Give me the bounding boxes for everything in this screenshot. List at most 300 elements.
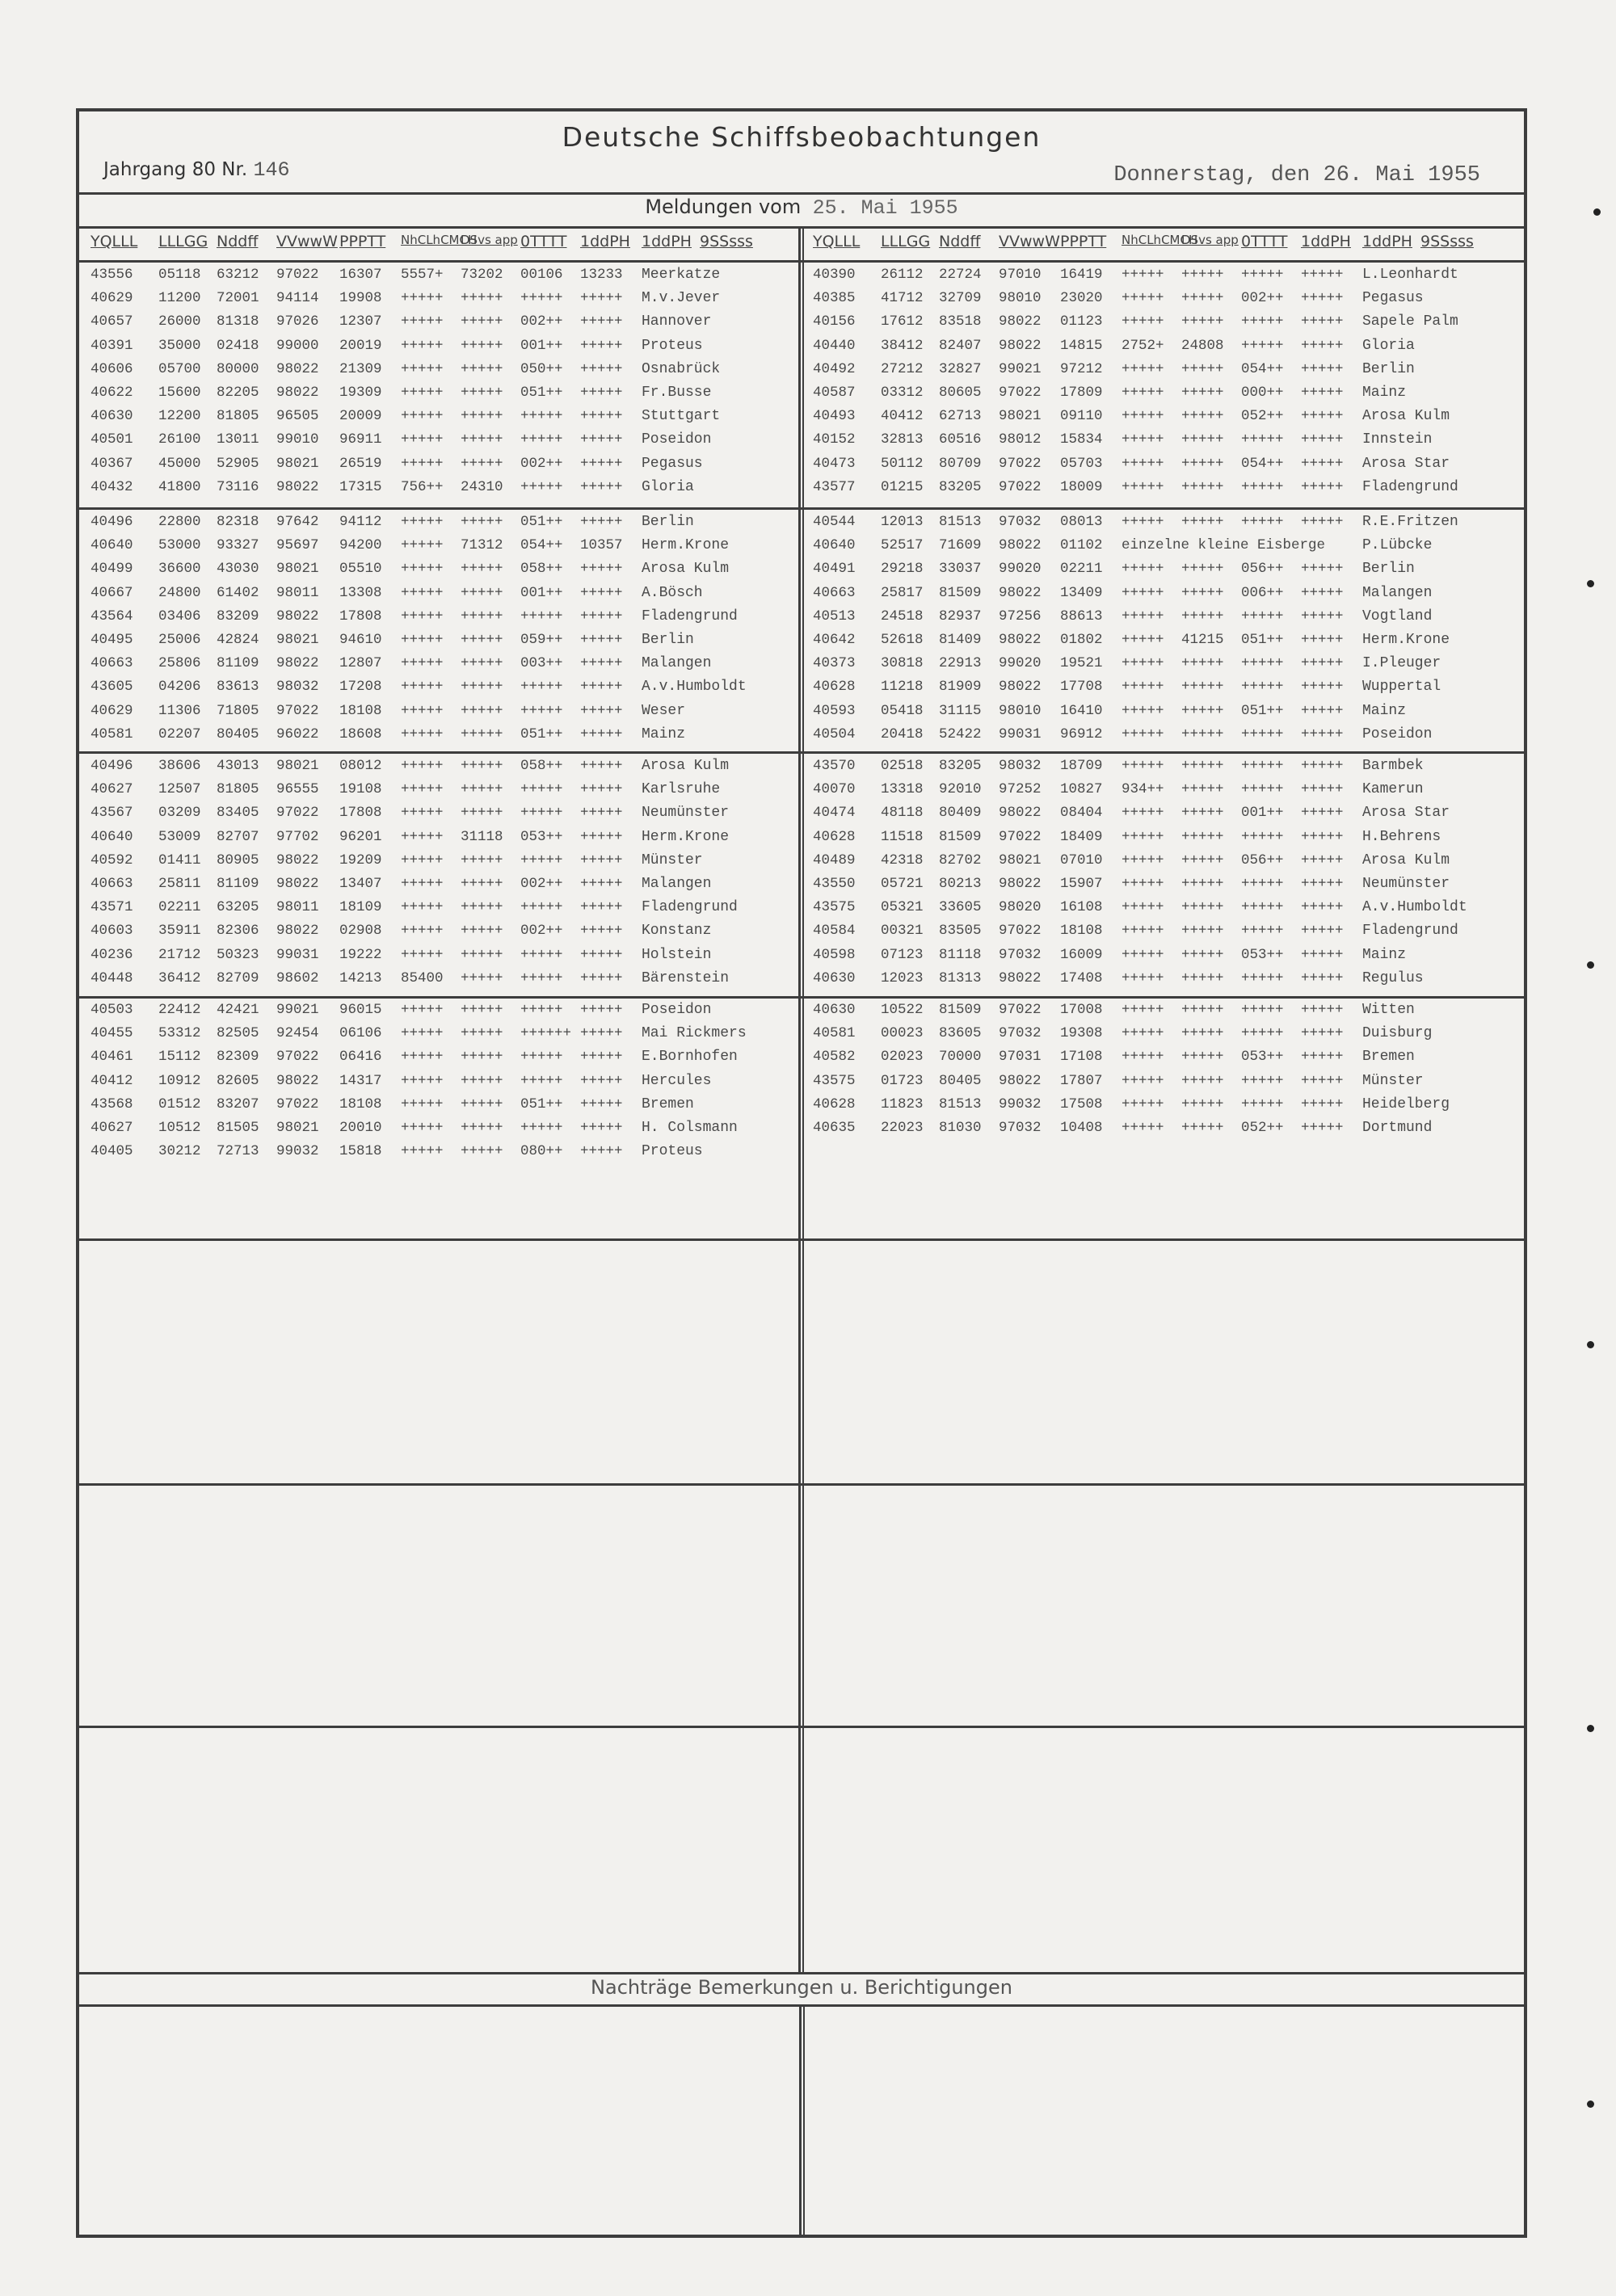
obs-value: 40630: [90, 408, 133, 425]
obs-value: 01123: [1060, 313, 1103, 330]
obs-value: 19209: [339, 852, 382, 868]
obs-value: +++++: [580, 1002, 623, 1018]
left-header-3: VVwwW: [276, 233, 338, 250]
obs-value: 99020: [999, 561, 1042, 578]
obs-value: 97032: [999, 514, 1042, 530]
obs-value: 17108: [1060, 1049, 1103, 1066]
obs-value: +++++: [1301, 431, 1344, 448]
obs-value: 81513: [939, 514, 982, 530]
obs-value: +++++: [1122, 478, 1164, 495]
obs-value: +++++: [1181, 946, 1224, 963]
obs-value: 96505: [276, 408, 319, 425]
obs-value: +++++: [1301, 360, 1344, 377]
obs-value: +++++: [461, 899, 503, 916]
obs-value: 04206: [158, 679, 201, 696]
obs-value: +++++: [1241, 781, 1284, 798]
obs-value: 03209: [158, 805, 201, 822]
obs-value: +++++: [1181, 1025, 1224, 1042]
obs-value: 00023: [881, 1025, 924, 1042]
obs-value: 35000: [158, 337, 201, 354]
obs-value: +++++: [461, 608, 503, 624]
obs-value: +++++: [1122, 514, 1164, 530]
obs-value: 09110: [1060, 408, 1103, 425]
obs-value: +++++: [520, 899, 563, 916]
obs-value: 002++: [520, 923, 563, 940]
ship-name: Dortmund: [1362, 1120, 1433, 1136]
obs-value: +++++: [1122, 313, 1164, 330]
obs-value: +++++: [461, 431, 503, 448]
obs-value: +++++: [461, 876, 503, 892]
obs-value: 22023: [881, 1120, 924, 1136]
ship-name: Kamerun: [1362, 781, 1424, 798]
obs-value: 40070: [813, 781, 856, 798]
obs-value: 08013: [1060, 514, 1103, 530]
obs-value: +++++: [1301, 876, 1344, 892]
obs-value: 056++: [1241, 852, 1284, 868]
ship-name: Holstein: [642, 946, 712, 963]
punch-hole: [1593, 208, 1601, 216]
obs-value: 40448: [90, 969, 133, 986]
obs-value: 43575: [813, 1072, 856, 1089]
obs-value: 82306: [217, 923, 259, 940]
obs-value: +++++: [1301, 290, 1344, 307]
left-header-10: 9SSsss: [700, 233, 753, 250]
ship-name: H. Colsmann: [642, 1120, 738, 1136]
obs-value: 52905: [217, 455, 259, 472]
obs-value: 97022: [999, 385, 1042, 401]
ship-name: Stuttgart: [642, 408, 721, 425]
ship-name: Fladengrund: [642, 608, 738, 624]
obs-value: 43556: [90, 267, 133, 283]
obs-value: 02023: [881, 1049, 924, 1066]
obs-value: 051++: [520, 725, 563, 742]
obs-value: 98022: [276, 876, 319, 892]
obs-value: +++++: [1122, 408, 1164, 425]
obs-value: 17008: [1060, 1002, 1103, 1018]
horizontal-rule: [76, 1726, 1527, 1728]
obs-value: +++++: [1301, 608, 1344, 624]
obs-value: 40503: [90, 1002, 133, 1018]
obs-value: 97022: [999, 478, 1042, 495]
obs-value: +++++: [580, 828, 623, 845]
ship-name: Fladengrund: [1362, 923, 1458, 940]
obs-value: +++++: [401, 828, 444, 845]
obs-value: 80905: [217, 852, 259, 868]
obs-value: 12023: [881, 969, 924, 986]
obs-value: 003++: [520, 655, 563, 672]
obs-value: 13233: [580, 267, 623, 283]
obs-value: +++++: [1122, 1049, 1164, 1066]
obs-value: +++++: [401, 805, 444, 822]
obs-value: +++++: [1181, 923, 1224, 940]
obs-value: +++++: [401, 408, 444, 425]
obs-value: +++++: [1301, 408, 1344, 425]
ship-name: Herm.Krone: [642, 537, 730, 554]
obs-value: 99021: [999, 360, 1042, 377]
obs-value: +++++: [1122, 1002, 1164, 1018]
obs-value: 95697: [276, 537, 319, 554]
obs-value: +++++: [1122, 923, 1164, 940]
obs-value: 17612: [881, 313, 924, 330]
obs-value: 82407: [939, 337, 982, 354]
obs-value: 53000: [158, 537, 201, 554]
obs-value: 99000: [276, 337, 319, 354]
obs-value: +++++: [580, 946, 623, 963]
obs-value: 81505: [217, 1120, 259, 1136]
obs-value: 26112: [881, 267, 924, 283]
obs-value: 17508: [1060, 1095, 1103, 1112]
obs-value: +++++: [401, 876, 444, 892]
obs-value: 03406: [158, 608, 201, 624]
obs-value: +++++: [1122, 828, 1164, 845]
obs-value: 22913: [939, 655, 982, 672]
obs-value: 10522: [881, 1002, 924, 1018]
obs-value: 98032: [999, 758, 1042, 774]
obs-value: +++++: [1181, 408, 1224, 425]
obs-value: 40629: [90, 702, 133, 719]
obs-value: 40544: [813, 514, 856, 530]
obs-value: +++++: [1241, 725, 1284, 742]
obs-value: 01215: [881, 478, 924, 495]
obs-value: +++++: [1122, 455, 1164, 472]
form-frame: [76, 108, 1527, 2238]
obs-value: +++++: [461, 455, 503, 472]
ship-name: Poseidon: [642, 1002, 712, 1018]
punch-hole: [1587, 1725, 1594, 1732]
obs-value: 40156: [813, 313, 856, 330]
obs-value: +++++: [580, 1025, 623, 1042]
obs-value: 96912: [1060, 725, 1103, 742]
ship-name: Proteus: [642, 337, 703, 354]
obs-value: 40663: [813, 584, 856, 601]
obs-value: 81109: [217, 655, 259, 672]
obs-value: +++++: [520, 946, 563, 963]
obs-value: 99031: [276, 946, 319, 963]
obs-value: 40504: [813, 725, 856, 742]
obs-value: 83605: [939, 1025, 982, 1042]
obs-value: +++++: [1241, 608, 1284, 624]
obs-value: 058++: [520, 758, 563, 774]
obs-value: 05418: [881, 702, 924, 719]
obs-value: 10912: [158, 1072, 201, 1089]
ship-name: Arosa Star: [1362, 805, 1450, 822]
obs-value: +++++: [1122, 267, 1164, 283]
obs-value: 051++: [520, 514, 563, 530]
obs-value: +++++: [461, 805, 503, 822]
obs-value: +++++: [580, 702, 623, 719]
ship-name: H.Behrens: [1362, 828, 1441, 845]
ship-name: Osnabrück: [642, 360, 721, 377]
obs-value: 07123: [881, 946, 924, 963]
left-header-4: PPPTT: [339, 233, 386, 250]
obs-value: 98010: [999, 702, 1042, 719]
obs-value: 52517: [881, 537, 924, 554]
obs-value: +++++: [1241, 267, 1284, 283]
obs-value: 15600: [158, 385, 201, 401]
obs-value: 82709: [217, 969, 259, 986]
ship-name: Heidelberg: [1362, 1095, 1450, 1112]
ship-name: Fladengrund: [1362, 478, 1458, 495]
obs-value: 058++: [520, 561, 563, 578]
punch-hole: [1587, 580, 1594, 587]
vertical-rule: [802, 226, 804, 1972]
obs-value: +++++: [1122, 679, 1164, 696]
obs-value: 17808: [339, 608, 382, 624]
obs-value: 14815: [1060, 337, 1103, 354]
horizontal-rule: [76, 1238, 1527, 1241]
vertical-rule: [799, 2004, 802, 2238]
obs-value: 11200: [158, 290, 201, 307]
obs-value: +++++: [1301, 584, 1344, 601]
obs-value: +++++: [1181, 805, 1224, 822]
ship-name: Fr.Busse: [642, 385, 712, 401]
ship-name: M.v.Jever: [642, 290, 721, 307]
obs-value: 17708: [1060, 679, 1103, 696]
ship-name: Witten: [1362, 1002, 1415, 1018]
obs-value: 40495: [90, 632, 133, 648]
obs-value: 40373: [813, 655, 856, 672]
obs-value: 81509: [939, 1002, 982, 1018]
obs-value: +++++: [1241, 828, 1284, 845]
obs-value: +++++: [1301, 455, 1344, 472]
obs-value: +++++: [580, 758, 623, 774]
obs-value: 18108: [1060, 923, 1103, 940]
obs-value: 059++: [520, 632, 563, 648]
obs-value: +++++: [1181, 360, 1224, 377]
obs-value: +++++: [461, 725, 503, 742]
obs-value: 53312: [158, 1025, 201, 1042]
obs-value: 61402: [217, 584, 259, 601]
ship-name: Arosa Star: [1362, 455, 1450, 472]
obs-value: +++++: [1181, 1120, 1224, 1136]
right-header-5: NhCLhCMCH: [1122, 233, 1198, 247]
obs-value: +++++: [1122, 805, 1164, 822]
ship-name: Malangen: [642, 876, 712, 892]
obs-value: 43577: [813, 478, 856, 495]
obs-value: 01723: [881, 1072, 924, 1089]
obs-value: 40663: [90, 655, 133, 672]
obs-value: 94200: [339, 537, 382, 554]
obs-value: 01802: [1060, 632, 1103, 648]
obs-value: 82707: [217, 828, 259, 845]
obs-value: 002++: [520, 455, 563, 472]
obs-value: 001++: [1241, 805, 1284, 822]
obs-value: 81513: [939, 1095, 982, 1112]
obs-value: 16108: [1060, 899, 1103, 916]
obs-value: 43575: [813, 899, 856, 916]
obs-value: 32709: [939, 290, 982, 307]
obs-value: +++++: [520, 1002, 563, 1018]
obs-value: 11218: [881, 679, 924, 696]
obs-value: 934++: [1122, 781, 1164, 798]
obs-value: +++++: [401, 725, 444, 742]
obs-value: ++++++: [520, 1025, 572, 1042]
obs-value: 11306: [158, 702, 201, 719]
obs-value: +++++: [1122, 431, 1164, 448]
ship-name: Herm.Krone: [642, 828, 730, 845]
obs-value: 054++: [1241, 455, 1284, 472]
obs-value: 80000: [217, 360, 259, 377]
ship-name: Weser: [642, 702, 686, 719]
obs-value: +++++: [1241, 899, 1284, 916]
punch-hole: [1587, 961, 1594, 969]
ship-name: Poseidon: [642, 431, 712, 448]
ship-name: Neumünster: [642, 805, 730, 822]
obs-value: +++++: [461, 702, 503, 719]
obs-value: +++++: [1301, 969, 1344, 986]
obs-value: +++++: [580, 1095, 623, 1112]
obs-value: 05703: [1060, 455, 1103, 472]
obs-value: 53009: [158, 828, 201, 845]
obs-value: 17807: [1060, 1072, 1103, 1089]
obs-value: 40385: [813, 290, 856, 307]
obs-value: +++++: [1181, 969, 1224, 986]
obs-value: 99032: [999, 1095, 1042, 1112]
obs-value: 97022: [999, 923, 1042, 940]
obs-value: 40492: [813, 360, 856, 377]
obs-value: 36600: [158, 561, 201, 578]
ship-name: Arosa Kulm: [642, 561, 730, 578]
horizontal-rule: [76, 260, 1527, 263]
obs-value: 43571: [90, 899, 133, 916]
obs-value: +++++: [520, 679, 563, 696]
obs-value: +++++: [1301, 1095, 1344, 1112]
obs-value: 40642: [813, 632, 856, 648]
obs-value: 81909: [939, 679, 982, 696]
obs-value: 38606: [158, 758, 201, 774]
obs-value: 17315: [339, 478, 382, 495]
obs-value: +++++: [1241, 313, 1284, 330]
obs-value: +++++: [1301, 313, 1344, 330]
horizontal-rule: [76, 1972, 1527, 1974]
obs-value: 002++: [1241, 290, 1284, 307]
obs-value: +++++: [1181, 1002, 1224, 1018]
obs-value: 051++: [520, 385, 563, 401]
obs-value: +++++: [580, 514, 623, 530]
obs-value: +++++: [461, 969, 503, 986]
ship-name: Bremen: [1362, 1049, 1415, 1066]
obs-value: 02211: [1060, 561, 1103, 578]
obs-value: 40489: [813, 852, 856, 868]
obs-value: 17809: [1060, 385, 1103, 401]
obs-value: +++++: [1181, 852, 1224, 868]
obs-value: +++++: [1241, 655, 1284, 672]
obs-value: +++++: [401, 1002, 444, 1018]
obs-value: +++++: [1122, 632, 1164, 648]
obs-value: 80709: [939, 455, 982, 472]
obs-value: 002++: [520, 313, 563, 330]
obs-value: 82605: [217, 1072, 259, 1089]
obs-value: 94114: [276, 290, 319, 307]
obs-value: 16307: [339, 267, 382, 283]
obs-value: +++++: [1301, 1072, 1344, 1089]
obs-value: +++++: [1301, 852, 1344, 868]
obs-value: +++++: [401, 1095, 444, 1112]
obs-value: 98022: [276, 478, 319, 495]
ship-name: P.Lübcke: [1362, 537, 1433, 554]
horizontal-rule: [76, 2004, 1527, 2007]
ship-name: Berlin: [1362, 561, 1415, 578]
obs-value: 97022: [999, 828, 1042, 845]
obs-value: 36412: [158, 969, 201, 986]
obs-value: 40491: [813, 561, 856, 578]
obs-value: +++++: [520, 1049, 563, 1066]
obs-value: 97022: [276, 1095, 319, 1112]
obs-value: 08404: [1060, 805, 1103, 822]
left-header-1: LLLGG: [158, 233, 208, 250]
obs-value: +++++: [1301, 725, 1344, 742]
ship-name: Vogtland: [1362, 608, 1433, 624]
obs-value: 080++: [520, 1143, 563, 1160]
obs-value: 41712: [881, 290, 924, 307]
obs-value: +++++: [580, 431, 623, 448]
obs-value: 98021: [276, 561, 319, 578]
obs-value: 98022: [276, 655, 319, 672]
obs-value: +++++: [1241, 1072, 1284, 1089]
obs-value: +++++: [1122, 725, 1164, 742]
obs-value: +++++: [580, 1120, 623, 1136]
obs-value: 97252: [999, 781, 1042, 798]
obs-value: 25806: [158, 655, 201, 672]
obs-value: +++++: [1301, 946, 1344, 963]
obs-value: 17408: [1060, 969, 1103, 986]
obs-value: 72001: [217, 290, 259, 307]
obs-value: 62713: [939, 408, 982, 425]
obs-value: 24800: [158, 584, 201, 601]
obs-value: 002++: [520, 876, 563, 892]
obs-value: 93327: [217, 537, 259, 554]
obs-value: 98032: [276, 679, 319, 696]
obs-value: 10408: [1060, 1120, 1103, 1136]
obs-value: +++++: [401, 1025, 444, 1042]
obs-value: +++++: [1122, 702, 1164, 719]
obs-value: +++++: [520, 852, 563, 868]
obs-value: +++++: [461, 781, 503, 798]
obs-value: 18709: [1060, 758, 1103, 774]
obs-value: +++++: [461, 946, 503, 963]
obs-value: 81313: [939, 969, 982, 986]
obs-value: 15834: [1060, 431, 1103, 448]
obs-value: 63205: [217, 899, 259, 916]
obs-value: +++++: [520, 290, 563, 307]
obs-value: +++++: [580, 1049, 623, 1066]
obs-value: 27212: [881, 360, 924, 377]
obs-value: +++++: [580, 313, 623, 330]
obs-value: +++++: [1301, 899, 1344, 916]
obs-value: 17208: [339, 679, 382, 696]
obs-value: 31118: [461, 828, 503, 845]
obs-value: 40627: [90, 781, 133, 798]
obs-value: +++++: [520, 431, 563, 448]
obs-value: 80409: [939, 805, 982, 822]
obs-value: 00321: [881, 923, 924, 940]
ship-name: Sapele Palm: [1362, 313, 1458, 330]
obs-value: 12013: [881, 514, 924, 530]
ship-name: I.Pleuger: [1362, 655, 1441, 672]
obs-value: 43568: [90, 1095, 133, 1112]
obs-value: 98021: [276, 758, 319, 774]
obs-value: 40412: [90, 1072, 133, 1089]
obs-value: +++++: [580, 781, 623, 798]
obs-value: 5557+: [401, 267, 444, 283]
obs-value: 25811: [158, 876, 201, 892]
obs-value: 98010: [999, 290, 1042, 307]
obs-value: +++++: [461, 313, 503, 330]
obs-value: 98021: [276, 1120, 319, 1136]
obs-value: +++++: [1122, 899, 1164, 916]
obs-value: +++++: [1241, 969, 1284, 986]
obs-value: +++++: [1301, 632, 1344, 648]
